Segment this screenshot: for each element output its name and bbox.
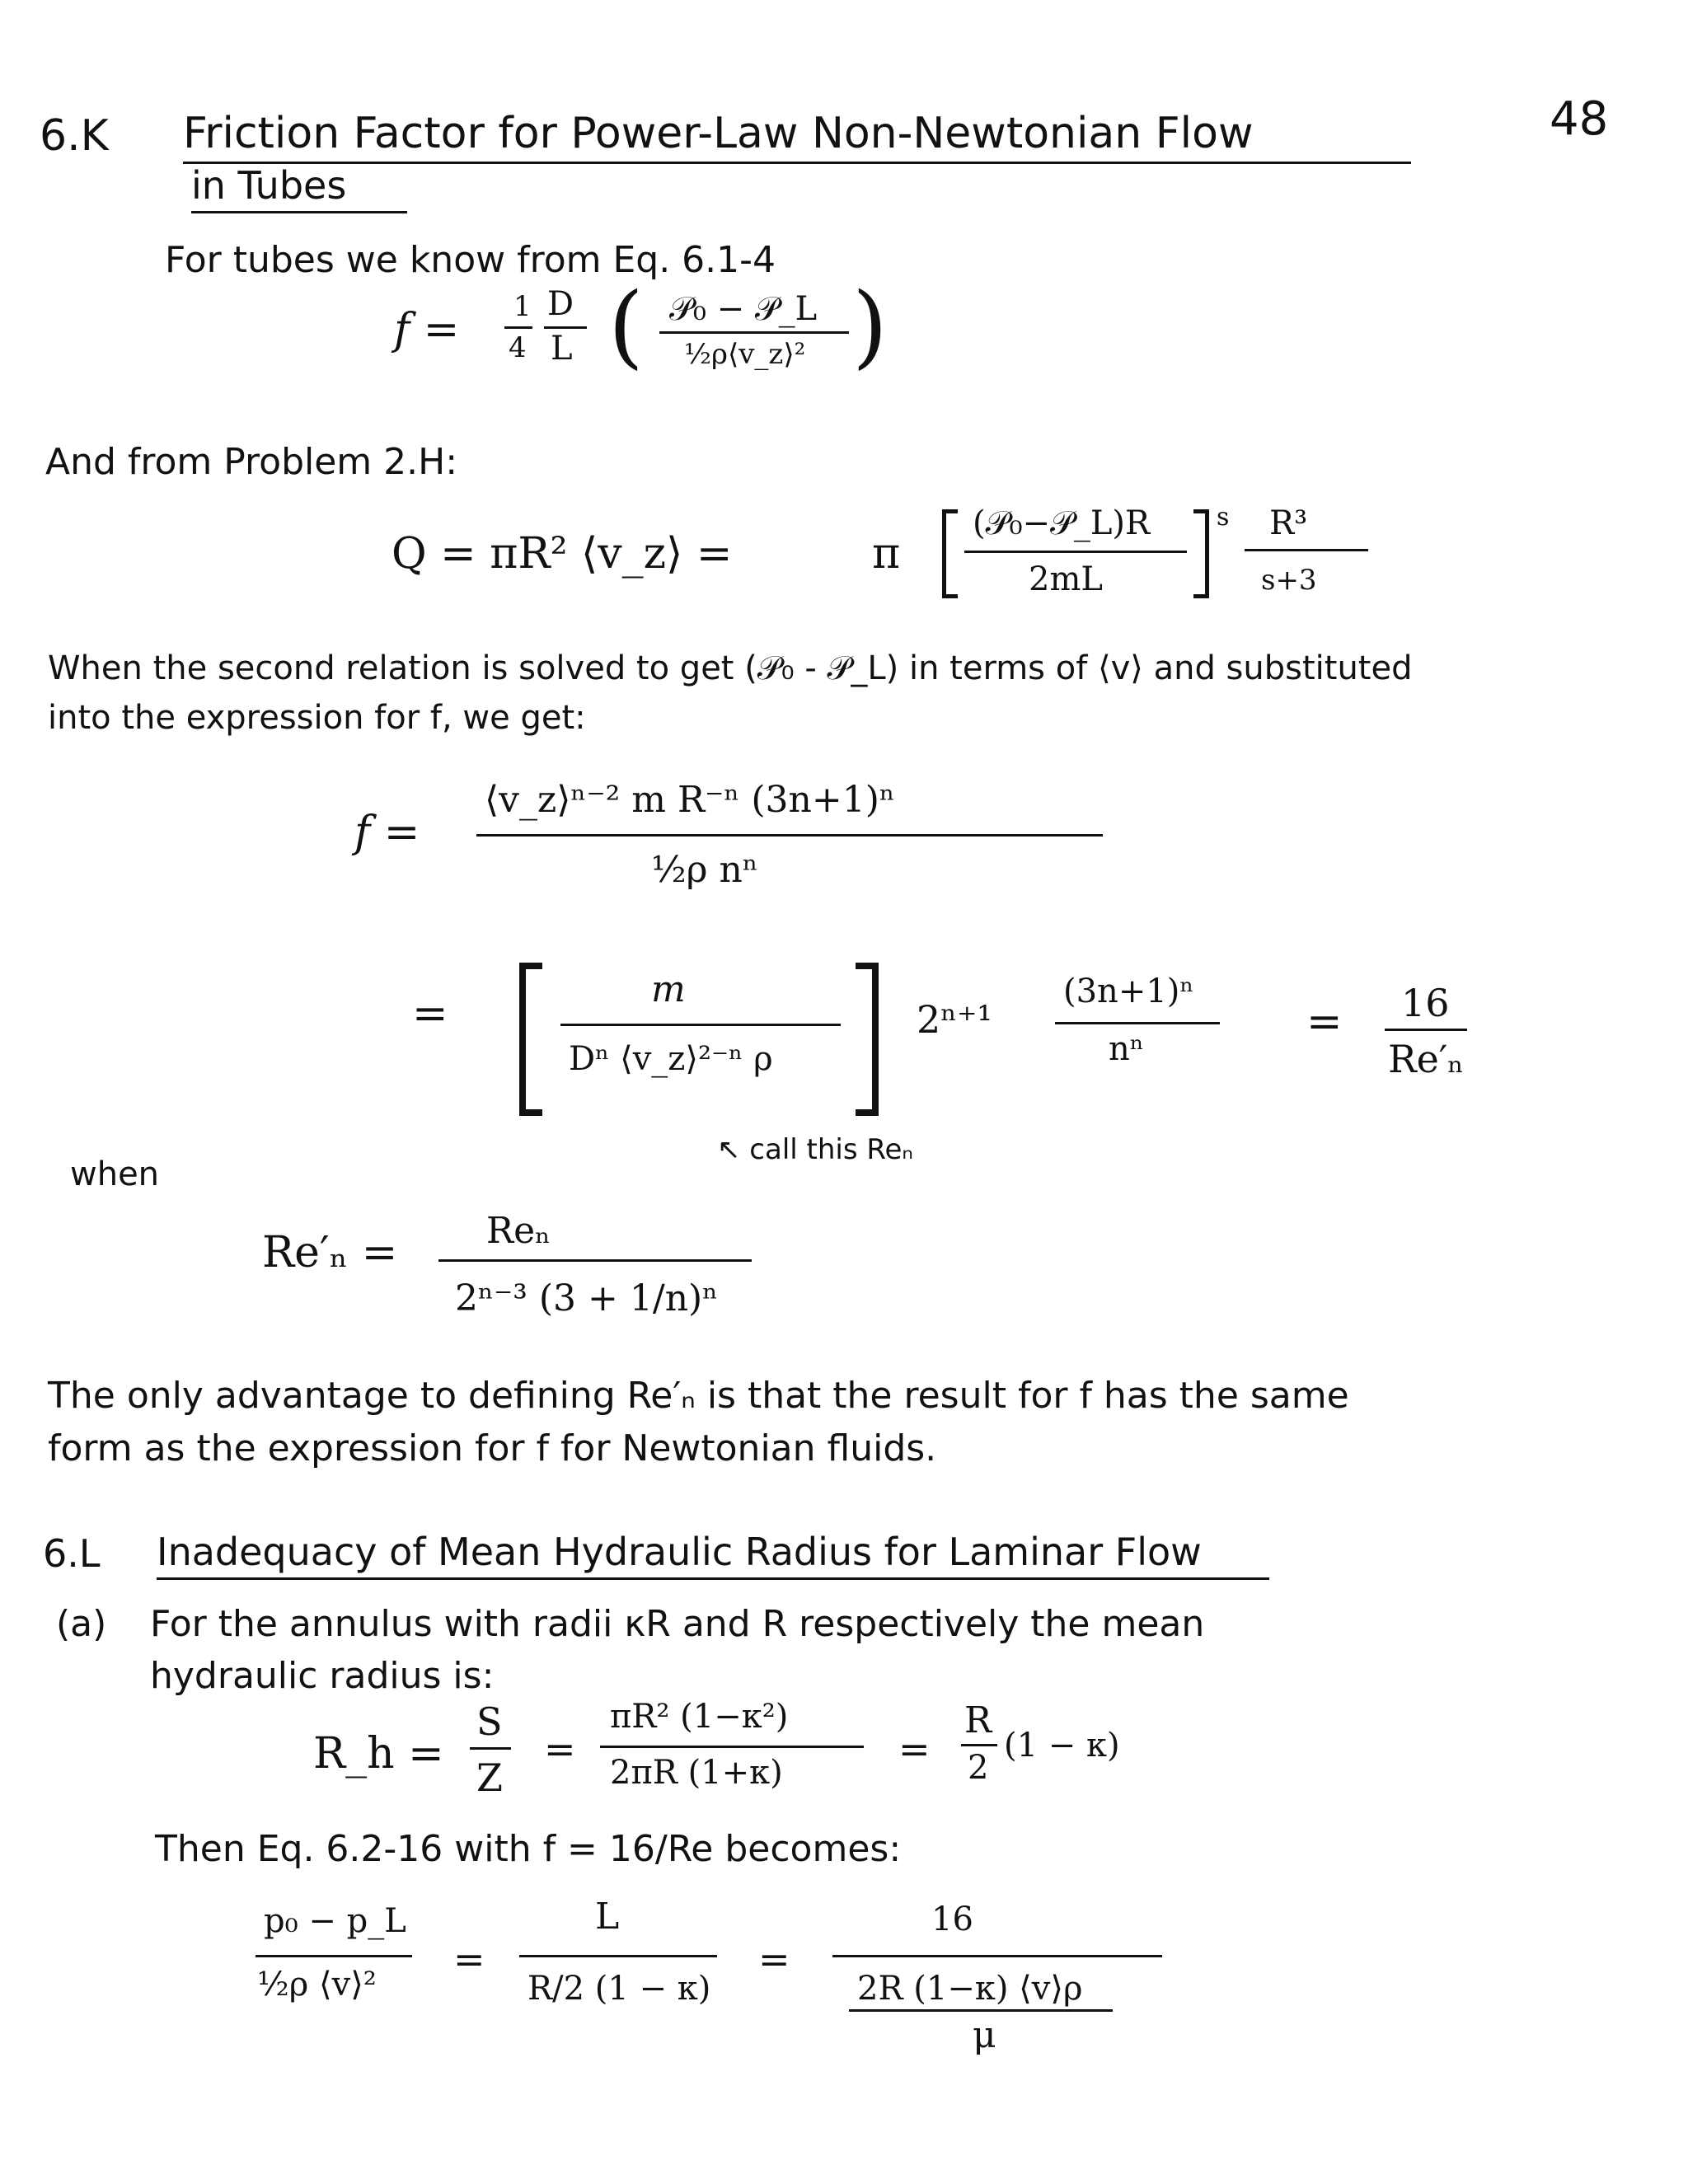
eq1-dl-den: L (551, 330, 573, 368)
eq2-bracket-right (1193, 509, 1209, 598)
eq2-frac-bar (1245, 549, 1368, 551)
eq3-lhs: f = (354, 808, 420, 857)
eq7-num2: L (595, 1896, 620, 1938)
eq3-bar (476, 834, 1103, 837)
eq6-tail: (1 − κ) (1004, 1727, 1120, 1765)
eq1-num: 𝒫₀ − 𝒫_L (669, 290, 818, 328)
eq1-dl-num: D (547, 285, 574, 323)
eq7-bar3 (832, 1955, 1162, 1957)
part-a-line2: hydraulic radius is: (150, 1655, 495, 1697)
eq6-den: 2πR (1+κ) (610, 1754, 783, 1792)
eq4-bracket-right (856, 963, 879, 1116)
eq6-lhs: R_h = (313, 1729, 444, 1779)
page-number: 48 (1550, 92, 1609, 146)
section-k-title-line2: in Tubes (191, 163, 407, 213)
when-label: when (70, 1155, 160, 1193)
solve-line1: When the second relation is solved to get (𝒫₀ - 𝒫_L) in terms of ⟨v⟩ and substituted (48, 649, 1413, 687)
eq5-den: 2ⁿ⁻³ (3 + 1/n)ⁿ (455, 1277, 719, 1319)
eq4-note: ↖ call this Reₙ (717, 1133, 913, 1166)
eq6-two: 2 (968, 1749, 989, 1787)
eq4-frac-bar (1055, 1022, 1220, 1024)
eq1-paren-open: ( (608, 273, 644, 378)
solve-line2: into the expression for f, we get: (48, 699, 586, 737)
eq2-q: Q = πR² ⟨v_z⟩ = (392, 529, 733, 579)
section-k-number: 6.K (40, 111, 109, 161)
eq2-bracket-bar (964, 551, 1187, 553)
eq7-eq: = (453, 1937, 485, 1981)
eq4-eq2: = (1306, 997, 1343, 1047)
eq4-inner-den: Dⁿ ⟨v_z⟩²⁻ⁿ ρ (569, 1040, 773, 1078)
eq3-num: ⟨v_z⟩ⁿ⁻² m R⁻ⁿ (3n+1)ⁿ (485, 779, 895, 821)
eq7-num1: p₀ − p_L (264, 1902, 406, 1940)
eq7-eq2: = (758, 1937, 790, 1981)
eq4-bracket-left (519, 963, 542, 1116)
eq7-den3b: μ (973, 2014, 996, 2056)
eq1-dl-bar (544, 326, 587, 329)
problem-ref: And from Problem 2.H: (45, 441, 458, 483)
eq7-num3: 16 (931, 1900, 973, 1938)
eq2-bracket-left (942, 509, 958, 598)
advantage-line2: form as the expression for f for Newtonian fluids. (48, 1427, 937, 1469)
eq6-z: Z (476, 1755, 503, 1800)
eq4-frac-den: nⁿ (1109, 1030, 1145, 1068)
section-k-intro: For tubes we know from Eq. 6.1-4 (165, 239, 776, 281)
eq6-s: S (476, 1699, 503, 1744)
then-line: Then Eq. 6.2-16 with f = 16/Re becomes: (155, 1828, 902, 1870)
eq5-bar (438, 1259, 752, 1262)
section-l-number: 6.L (43, 1531, 101, 1576)
part-a-label: (a) (56, 1603, 107, 1645)
section-l-title: Inadequacy of Mean Hydraulic Radius for Laminar Flow (157, 1530, 1269, 1580)
eq1-paren-close: ) (852, 273, 888, 378)
eq7-den1: ½ρ ⟨v⟩² (257, 1966, 377, 2004)
eq2-pi: π (872, 529, 901, 579)
eq4-res-bar (1385, 1029, 1467, 1031)
eq1-coef-num: 1 (513, 290, 532, 323)
eq5-lhs: Re′ₙ = (262, 1228, 398, 1277)
eq6-r2-bar (961, 1744, 997, 1746)
eq6-eq: = (544, 1727, 576, 1771)
eq6-eq2: = (898, 1727, 931, 1771)
eq5-num: Reₙ (486, 1210, 551, 1252)
eq1-coef-bar (504, 326, 532, 329)
eq7-bar1 (256, 1955, 412, 1957)
eq6-bar (600, 1746, 864, 1748)
eq2-frac-num: R³ (1269, 504, 1308, 542)
eq6-num: πR² (1−κ²) (610, 1698, 789, 1736)
eq7-den3: 2R (1−κ) ⟨v⟩ρ (857, 1970, 1083, 2008)
eq4-inner-num: m (651, 968, 686, 1010)
eq1-coef-den: 4 (509, 331, 527, 364)
eq3-den: ½ρ nⁿ (651, 849, 758, 891)
eq2-bracket-den: 2mL (1029, 560, 1103, 598)
part-a-line1: For the annulus with radii κR and R respectively the mean (150, 1603, 1205, 1645)
eq6-r: R (964, 1699, 992, 1741)
section-k-title-line1: Friction Factor for Power-Law Non-Newtonian Flow (183, 109, 1411, 164)
eq4-inner-bar (560, 1024, 841, 1026)
eq1-bar (659, 331, 849, 334)
eq4-res-num: 16 (1401, 981, 1450, 1025)
eq2-frac-den: s+3 (1261, 564, 1317, 597)
advantage-line1: The only advantage to defining Re′ₙ is that the result for f has the same (48, 1375, 1349, 1417)
eq4-pow: 2ⁿ⁺¹ (917, 997, 992, 1042)
eq6-sz-bar (470, 1747, 511, 1750)
eq4-res-den: Re′ₙ (1388, 1037, 1465, 1081)
eq7-den2: R/2 (1 − κ) (528, 1970, 711, 2008)
eq1-lhs: f = (394, 305, 460, 354)
eq7-bar3b (849, 2009, 1113, 2012)
eq1-den: ½ρ⟨v_z⟩² (684, 338, 806, 371)
eq7-bar2 (519, 1955, 717, 1957)
eq4-eq: = (412, 989, 448, 1038)
eq2-bracket-num: (𝒫₀−𝒫_L)R (973, 504, 1151, 542)
eq2-exp: s (1217, 503, 1230, 532)
eq4-frac-num: (3n+1)ⁿ (1063, 972, 1194, 1010)
